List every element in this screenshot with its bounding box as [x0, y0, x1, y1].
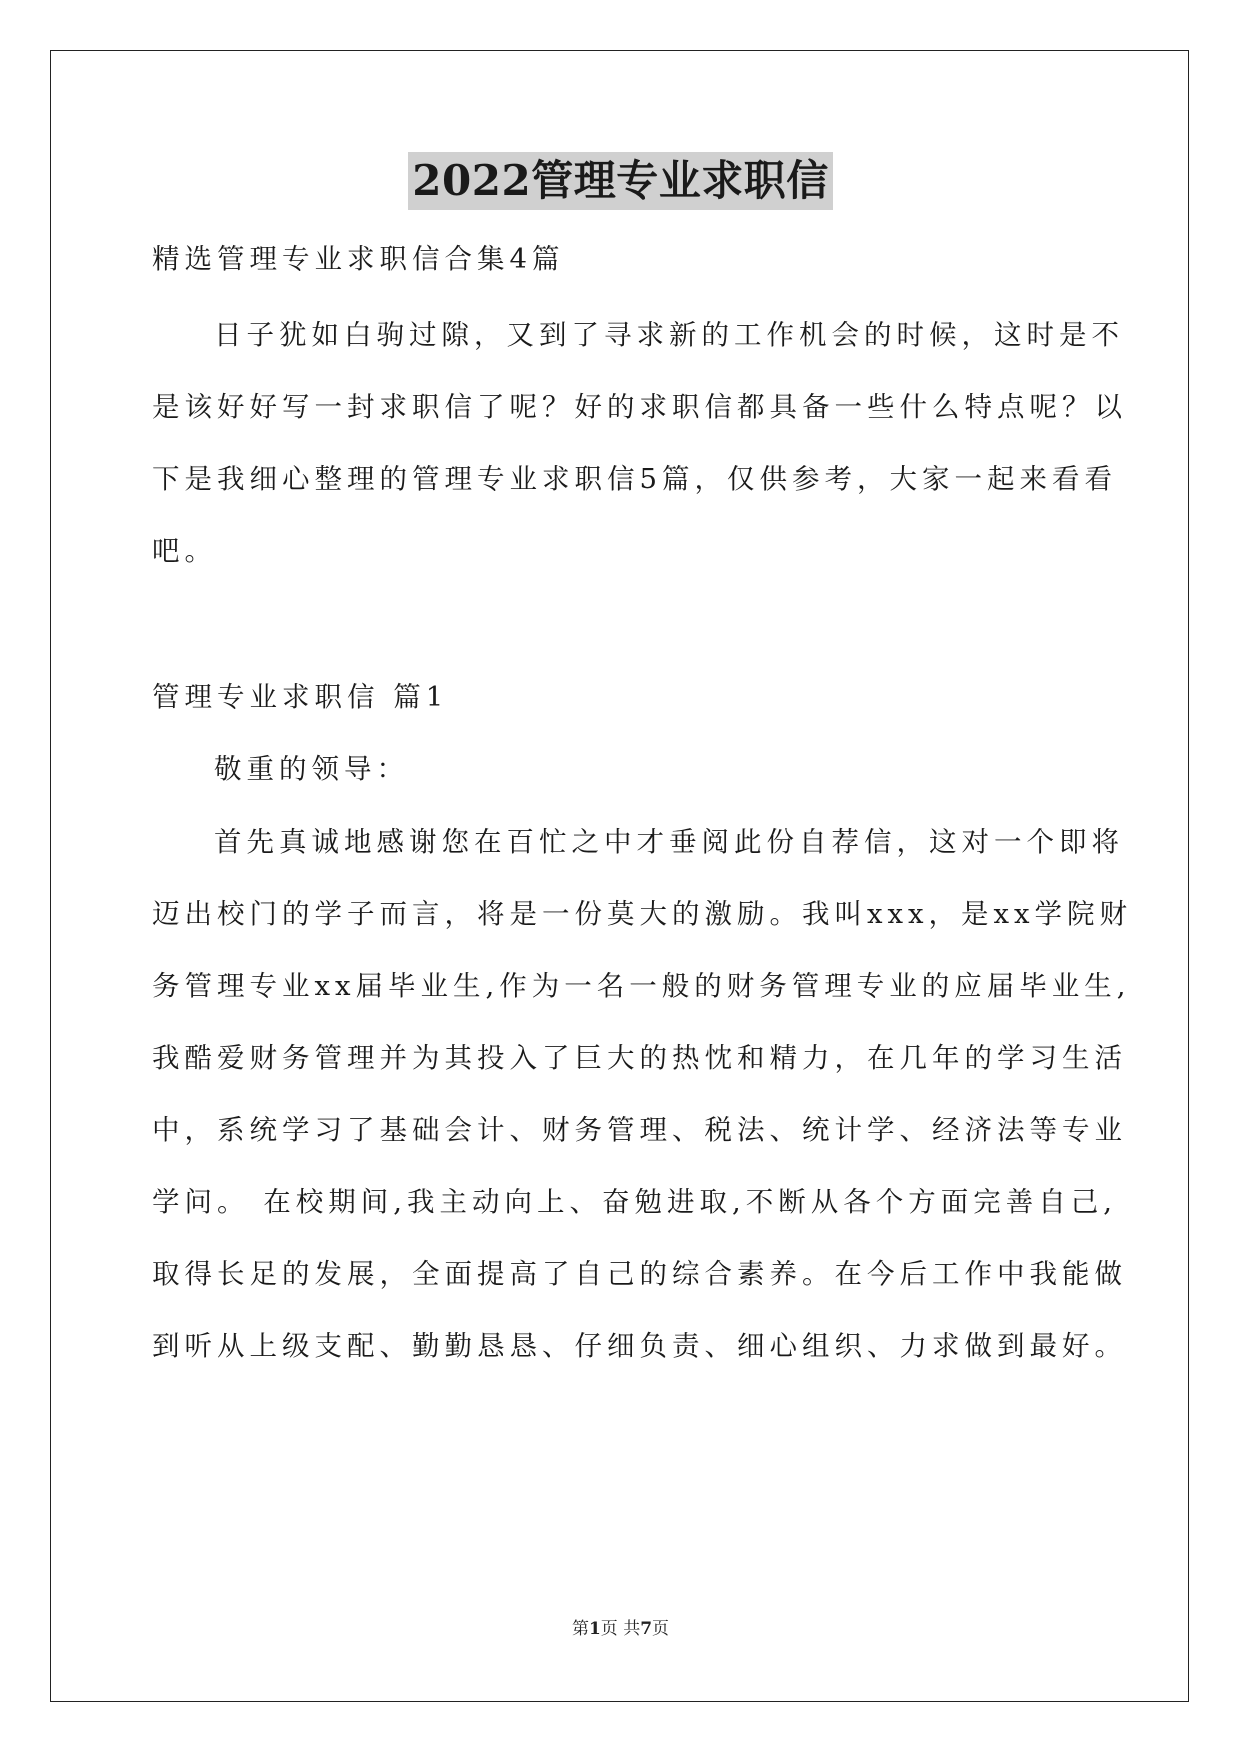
body-line: 到听从上级支配、勤勤恳恳、仔细负责、细心组织、力求做到最好。	[152, 1330, 1127, 1362]
salutation: 敬重的领导：	[214, 753, 409, 785]
body-line: 中，系统学习了基础会计、财务管理、税法、统计学、经济法等专业	[152, 1114, 1127, 1146]
body-line: 务管理专业xx届毕业生,作为一名一般的财务管理专业的应届毕业生,	[152, 970, 1131, 1002]
intro-line: 下是我细心整理的管理专业求职信5篇，仅供参考，大家一起来看看	[152, 463, 1117, 495]
footer-page-number: 1	[588, 1619, 601, 1639]
page-border	[50, 50, 1189, 1702]
body-line: 学问。 在校期间,我主动向上、奋勉进取,不断从各个方面完善自己,	[152, 1186, 1117, 1218]
document-title: 2022管理专业求职信	[408, 152, 832, 210]
intro-line: 吧。	[152, 535, 217, 567]
body-line: 取得长足的发展，全面提高了自己的综合素养。在今后工作中我能做	[152, 1258, 1127, 1290]
intro-line: 日子犹如白驹过隙，又到了寻求新的工作机会的时候，这时是不	[214, 319, 1124, 351]
footer-total-pages: 7	[640, 1619, 653, 1639]
footer-suffix: 页	[652, 1619, 670, 1639]
document-subtitle: 精选管理专业求职信合集4篇	[152, 243, 565, 275]
title-container	[0, 152, 1241, 210]
footer-middle: 页 共	[600, 1619, 641, 1639]
body-line: 我酷爱财务管理并为其投入了巨大的热忱和精力，在几年的学习生活	[152, 1042, 1127, 1074]
section-heading: 管理专业求职信 篇1	[152, 681, 449, 713]
body-line: 迈出校门的学子而言，将是一份莫大的激励。我叫xxx，是xx学院财	[152, 898, 1133, 930]
footer-prefix: 第	[571, 1619, 589, 1639]
page-footer	[0, 1617, 1241, 1641]
body-line: 首先真诚地感谢您在百忙之中才垂阅此份自荐信，这对一个即将	[214, 826, 1124, 858]
intro-line: 是该好好写一封求职信了呢？好的求职信都具备一些什么特点呢？以	[152, 391, 1127, 423]
